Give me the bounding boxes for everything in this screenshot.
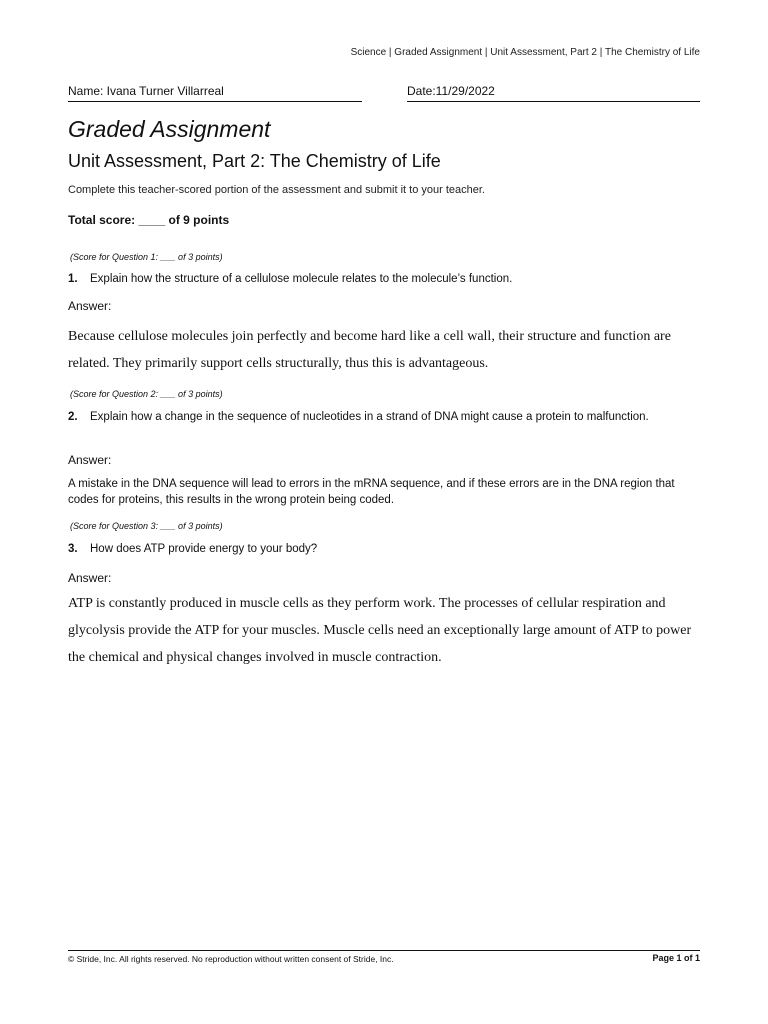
question-3 xyxy=(68,541,668,557)
page-subtitle: Unit Assessment, Part 2: The Chemistry of Life xyxy=(68,151,441,171)
question-number: 3. xyxy=(68,543,78,555)
instructions: Complete this teacher-scored portion of the assessment and submit it to your teacher. xyxy=(68,184,485,196)
answer-label-q2: Answer: xyxy=(68,453,112,467)
answer-q2: A mistake in the DNA sequence will lead to errors in the mRNA sequence, and if these errors are in the DNA region that codes for proteins, this results in the wrong protein being coded. xyxy=(68,478,675,506)
page-title: Graded Assignment xyxy=(68,116,271,142)
answer-q3: ATP is constantly produced in muscle cells as they perform work. The processes of cellular respiration and glycolysis provide the ATP for your muscles. Muscle cells need an exceptionally large amount of ATP to power the chemical and physical changes involved in muscle contraction. xyxy=(68,596,692,665)
question-2 xyxy=(68,409,668,425)
question-text: How does ATP provide energy to your body? xyxy=(90,543,318,555)
total-score: Total score: ____ of 9 points xyxy=(68,213,230,227)
score-note-q3: (Score for Question 3: ___ of 3 points) xyxy=(70,521,223,531)
name-field: Name: Ivana Turner Villarreal xyxy=(68,84,362,102)
answer-label-q3: Answer: xyxy=(68,571,112,585)
footer-page-number: Page 1 of 1 xyxy=(652,953,700,963)
score-note-q1: (Score for Question 1: ___ of 3 points) xyxy=(70,252,223,262)
question-text: Explain how the structure of a cellulose molecule relates to the molecule’s function. xyxy=(90,273,513,285)
answer-label-q1: Answer: xyxy=(68,299,112,313)
footer-divider xyxy=(68,950,700,951)
answer-q1: Because cellulose molecules join perfectly and become hard like a cell wall, their structure and function are related. They primarily support cells structurally, thus this is advantageous. xyxy=(68,329,671,371)
question-text: Explain how a change in the sequence of nucleotides in a strand of DNA might cause a protein to malfunction. xyxy=(90,411,649,423)
score-note-q2: (Score for Question 2: ___ of 3 points) xyxy=(70,389,223,399)
running-header: Science | Graded Assignment | Unit Assessment, Part 2 | The Chemistry of Life xyxy=(350,47,700,58)
date-field: Date:11/29/2022 xyxy=(407,84,700,102)
question-number: 2. xyxy=(68,411,78,423)
footer-copyright: © Stride, Inc. All rights reserved. No reproduction without written consent of Stride, Inc. xyxy=(68,954,394,964)
question-number: 1. xyxy=(68,273,78,285)
question-1 xyxy=(68,271,668,287)
